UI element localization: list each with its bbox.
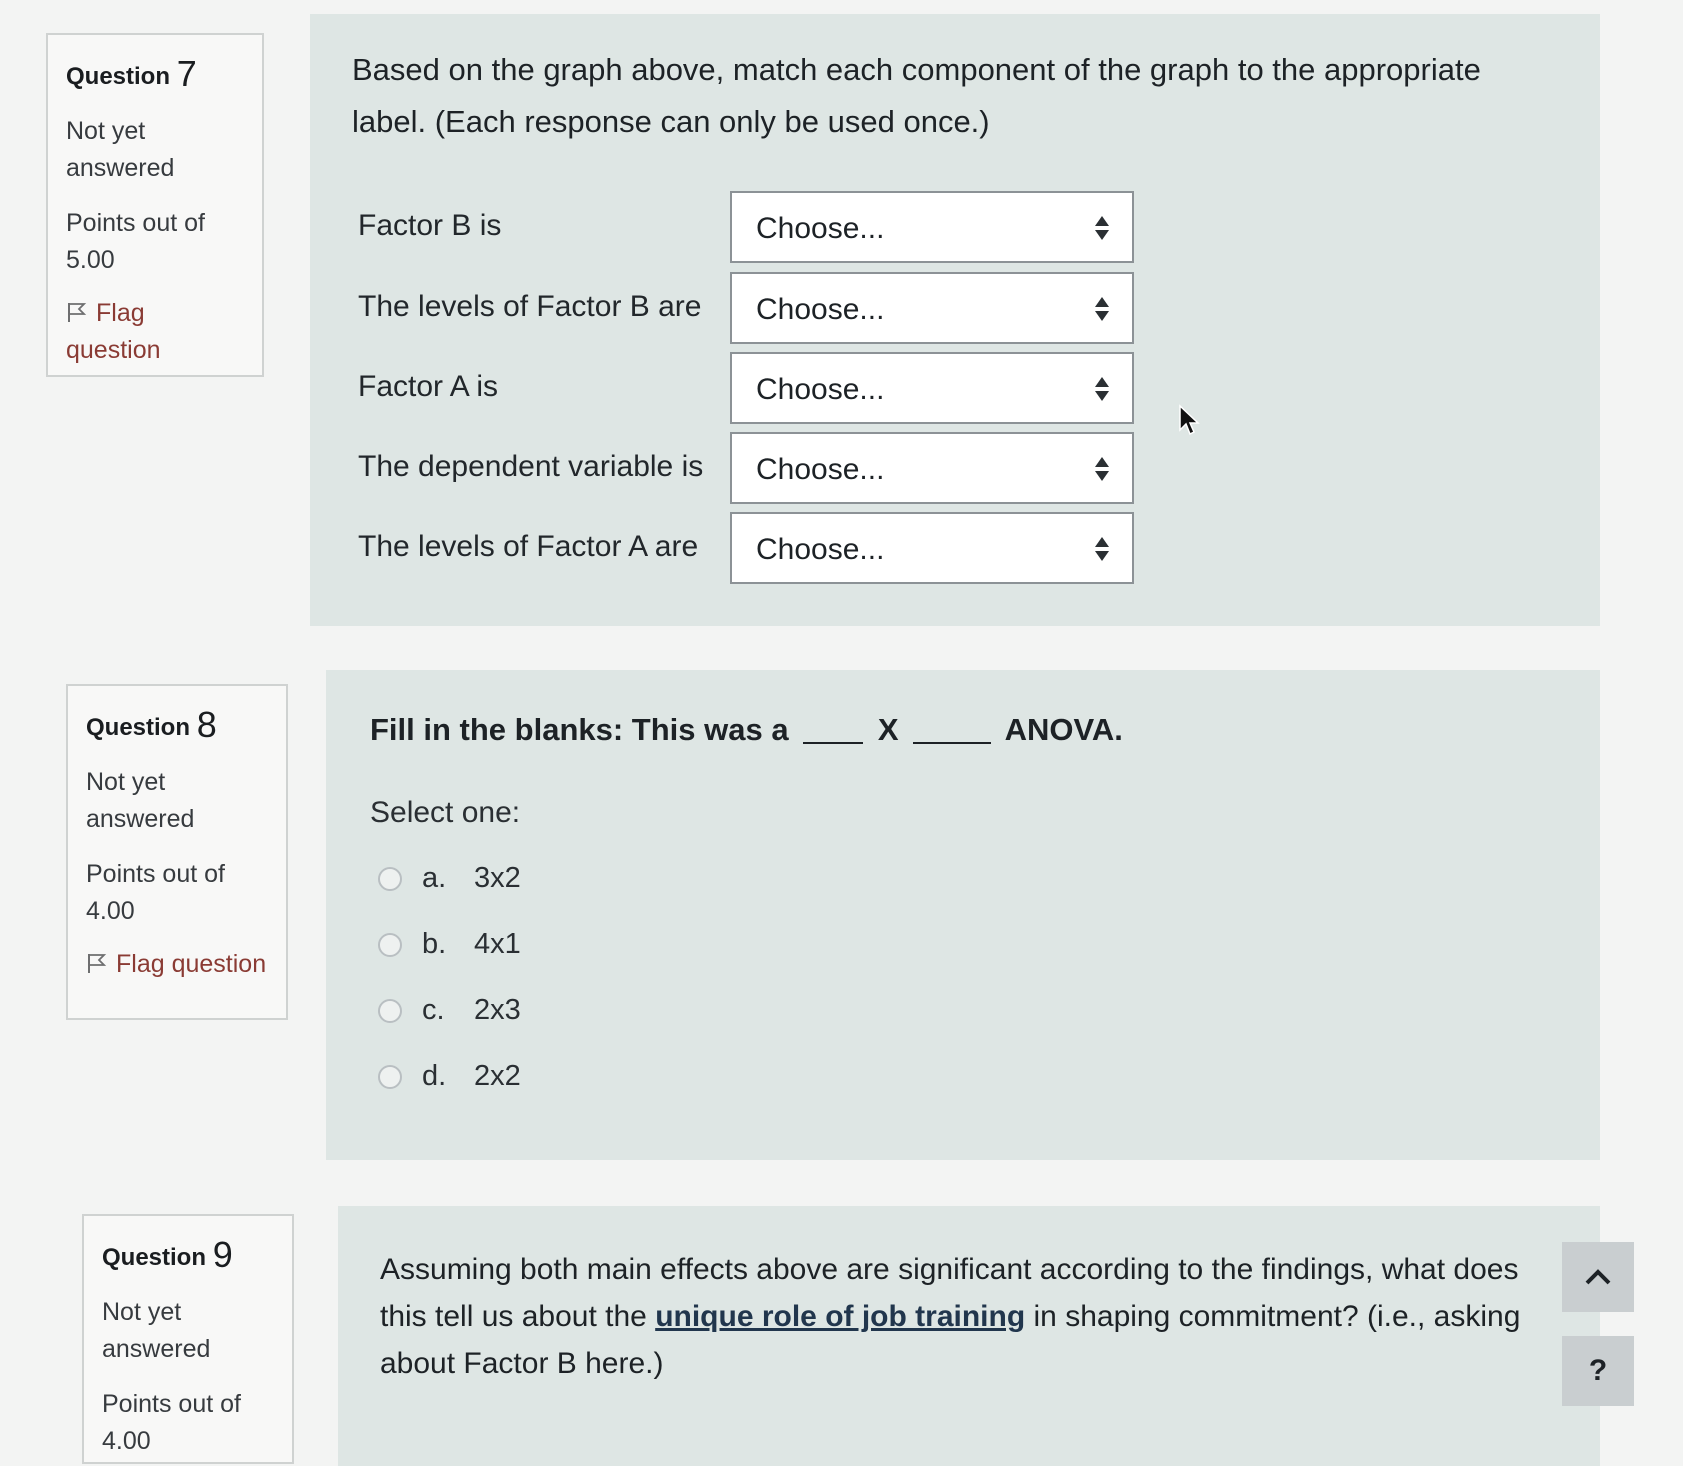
question-text-end: in shaping commitment? (i.e., asking about Factor B here.) <box>380 1300 1521 1380</box>
match-row <box>310 510 1600 586</box>
choose-dropdown[interactable] <box>730 352 1134 424</box>
option-letter: a. <box>422 862 447 894</box>
match-label: Factor B is <box>358 209 502 242</box>
question-text: Based on the graph above, match each component of the graph to the appropriate label. (Each response can only be used once.) <box>352 52 1481 139</box>
radio-button[interactable] <box>378 1065 402 1089</box>
dropdown-value: Choose... <box>756 293 885 326</box>
match-label: The levels of Factor B are <box>358 290 702 323</box>
question-number: 7 <box>176 53 197 94</box>
option-text: 3x2 <box>474 862 521 894</box>
match-label: The levels of Factor A are <box>358 530 699 563</box>
answer-blank <box>803 712 863 744</box>
help-button[interactable] <box>1562 1336 1634 1406</box>
sort-arrows-icon <box>1094 535 1110 563</box>
scroll-to-top-button[interactable] <box>1562 1242 1634 1312</box>
question-number-line <box>66 53 246 95</box>
match-label: The dependent variable is <box>358 450 704 483</box>
question-state: Not yet answered <box>102 1298 211 1363</box>
choose-dropdown[interactable] <box>730 191 1134 263</box>
question-text-start: Assuming both main effects above are significant according to the findings, what does this tell us about the <box>380 1253 1519 1333</box>
option-text: 4x1 <box>474 928 521 960</box>
match-label: Factor A is <box>358 370 499 403</box>
select-one-prompt: Select one: <box>370 796 521 829</box>
question-9-info <box>82 1214 294 1464</box>
question-9-content <box>338 1206 1600 1466</box>
question-8-content <box>326 670 1600 1160</box>
question-text-end: ANOVA. <box>1004 712 1123 747</box>
flag-question-label: Flag question <box>66 299 161 364</box>
flag-question-link[interactable] <box>66 295 246 369</box>
choose-dropdown[interactable] <box>730 512 1134 584</box>
question-8-info <box>66 684 288 1020</box>
dropdown-value: Choose... <box>756 373 885 406</box>
option-text: 2x2 <box>474 1060 521 1092</box>
dropdown-value: Choose... <box>756 453 885 486</box>
match-row <box>310 430 1600 506</box>
radio-button[interactable] <box>378 933 402 957</box>
flag-question-link[interactable] <box>86 946 270 983</box>
question-label: Question <box>102 1244 207 1271</box>
job-training-link[interactable]: unique role of job training <box>655 1300 1026 1333</box>
chevron-up-icon <box>1584 1268 1612 1286</box>
mouse-cursor-icon <box>1178 404 1200 438</box>
question-number-line <box>102 1234 276 1276</box>
sort-arrows-icon <box>1094 295 1110 323</box>
dropdown-value: Choose... <box>756 533 885 566</box>
question-label: Question <box>86 714 191 741</box>
match-row <box>310 270 1600 346</box>
flag-icon <box>66 301 88 323</box>
option-letter: d. <box>422 1060 447 1092</box>
question-7-info <box>46 33 264 377</box>
sort-arrows-icon <box>1094 214 1110 242</box>
choose-dropdown[interactable] <box>730 432 1134 504</box>
question-grade: Points out of 4.00 <box>102 1390 241 1455</box>
option-letter: c. <box>422 994 445 1026</box>
question-text <box>380 1246 1550 1387</box>
help-label: ? <box>1588 1354 1608 1387</box>
match-row <box>310 350 1600 426</box>
question-7-content <box>310 14 1600 626</box>
question-text-start: Fill in the blanks: This was a <box>370 712 789 747</box>
sort-arrows-icon <box>1094 455 1110 483</box>
question-number: 8 <box>196 704 217 745</box>
choose-dropdown[interactable] <box>730 272 1134 344</box>
question-state: Not yet answered <box>86 768 195 833</box>
sort-arrows-icon <box>1094 375 1110 403</box>
question-text <box>370 704 1550 756</box>
flag-question-label: Flag question <box>116 950 267 978</box>
dropdown-value: Choose... <box>756 212 885 245</box>
answer-blank <box>913 712 991 744</box>
question-grade: Points out of 5.00 <box>66 209 205 274</box>
question-number: 9 <box>212 1234 233 1275</box>
question-label: Question <box>66 63 171 90</box>
question-text-middle: X <box>877 712 899 747</box>
radio-button[interactable] <box>378 867 402 891</box>
option-letter: b. <box>422 928 447 960</box>
question-grade: Points out of 4.00 <box>86 860 225 925</box>
match-row <box>310 189 1600 265</box>
option-text: 2x3 <box>474 994 521 1026</box>
question-state: Not yet answered <box>66 117 175 182</box>
radio-button[interactable] <box>378 999 402 1023</box>
question-number-line <box>86 704 270 746</box>
flag-icon <box>86 952 108 974</box>
